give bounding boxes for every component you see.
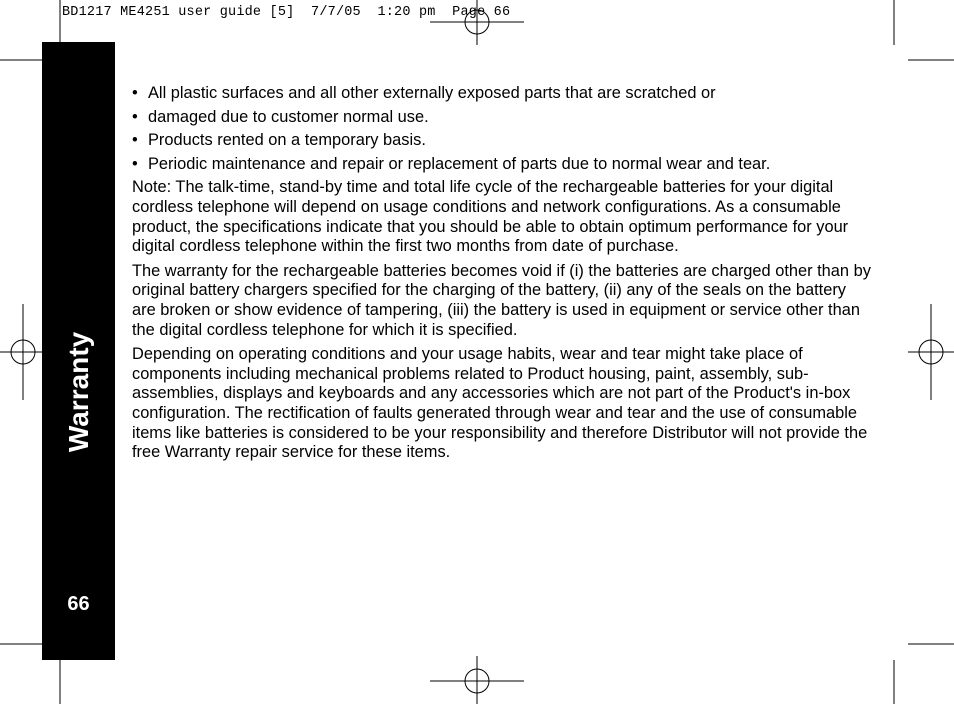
section-title: Warranty	[62, 331, 94, 453]
battery-warranty-paragraph: The warranty for the rechargeable batteries becomes void if (i) the batteries are charged other than by original battery chargers specified for the charging of the battery, (ii) any of the seals on the battery are broken or show evidence of tampering, (iii) the battery is used in equipment or service other than the digital cordless telephone for which it is specified.	[132, 261, 871, 339]
main-content	[132, 84, 872, 468]
sidebar-tab	[42, 42, 115, 660]
print-slug: BD1217 ME4251 user guide [5] 7/7/05 1:20 pm Page 66	[62, 5, 511, 20]
registration-mark-left	[0, 304, 45, 400]
list-item: • damaged due to customer normal use.	[132, 108, 872, 128]
registration-mark-top	[430, 0, 524, 45]
list-item: • Periodic maintenance and repair or replacement of parts due to normal wear and tear.	[132, 155, 872, 175]
exclusion-list	[132, 84, 872, 174]
registration-mark-right	[908, 304, 954, 400]
wear-and-tear-paragraph: Depending on operating conditions and your usage habits, wear and tear might take place of components including mechanical problems related to Product housing, paint, assembly, sub-assemblies, displays and keyboards and any accessories which are not part of the Product's in-box configuration. The rectification of faults generated through wear and tear and the use of consumable items like batteries is considered to be your responsibility and therefore Distributor will not provide the free Warranty repair service for these items.	[132, 345, 868, 462]
list-item: • Products rented on a temporary basis.	[132, 131, 872, 151]
list-item: • All plastic surfaces and all other externally exposed parts that are scratched or	[132, 84, 872, 104]
registration-mark-bottom	[430, 656, 524, 704]
battery-note-paragraph: Note: The talk-time, stand-by time and total life cycle of the rechargeable batteries for your digital cordless telephone will depend on usage conditions and network configurations. As a consumable product, the specifications indicate that you should be able to obtain optimum performance for your digital cordless telephone within the first two months from date of purchase.	[132, 178, 849, 256]
page-number: 66	[67, 593, 90, 615]
